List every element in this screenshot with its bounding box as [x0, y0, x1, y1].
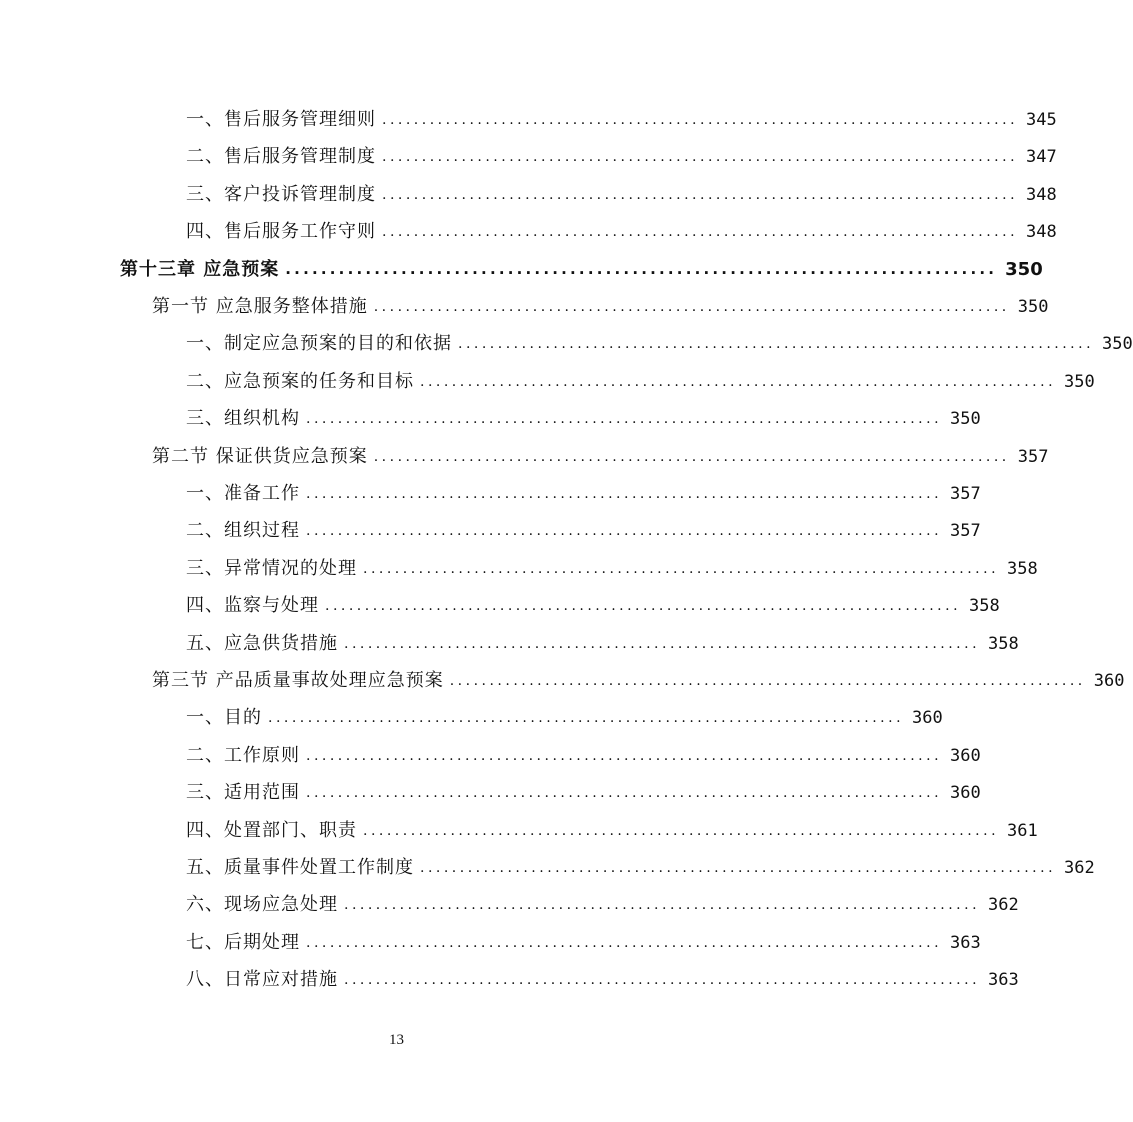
- toc-entry-title: 一、制定应急预案的目的和依据: [186, 333, 452, 355]
- toc-dot-leader: ................................................................................: [344, 972, 981, 989]
- toc-entry-title: 二、应急预案的任务和目标: [186, 370, 414, 392]
- toc-dot-leader: ................................................................................: [306, 523, 943, 540]
- toc-dot-leader: ................................................................................: [382, 112, 1019, 128]
- toc-entry[interactable]: [186, 406, 981, 432]
- toc-entry-page: 350: [1064, 371, 1095, 392]
- toc-entry-page: 363: [988, 970, 1019, 991]
- page-number: 13: [389, 1032, 404, 1048]
- toc-entry-page: 347: [1026, 147, 1057, 168]
- toc-entry-page: 360: [1093, 671, 1125, 691]
- toc-entry-page: 350: [1017, 297, 1049, 317]
- toc-entry[interactable]: [186, 481, 981, 507]
- toc-entry-page: 350: [1102, 334, 1133, 355]
- toc-entry[interactable]: [186, 855, 1095, 881]
- toc-entry[interactable]: [186, 743, 981, 769]
- toc-dot-leader: ................................................................................: [363, 560, 1000, 577]
- toc-entry-page: 358: [1007, 558, 1038, 579]
- toc-entry[interactable]: [186, 182, 1057, 208]
- toc-entry-page: 360: [950, 745, 981, 766]
- toc-entry-title: 第一节 应急服务整体措施: [152, 296, 368, 317]
- toc-entry-page: 361: [1007, 820, 1038, 841]
- toc-dot-leader: ................................................................................: [344, 897, 981, 914]
- toc-entry[interactable]: [186, 593, 1000, 619]
- toc-entry-page: 363: [950, 932, 981, 953]
- toc-entry[interactable]: [186, 144, 1057, 170]
- toc-entry-page: 358: [969, 596, 1000, 617]
- toc-entry-title: 八、日常应对措施: [186, 969, 338, 991]
- toc-dot-leader: ................................................................................: [306, 411, 943, 428]
- toc-dot-leader: ................................................................................: [344, 635, 981, 652]
- toc-entry[interactable]: [186, 556, 1038, 582]
- toc-entry-title: 第十三章 应急预案: [120, 258, 280, 280]
- toc-entry[interactable]: [186, 818, 1038, 844]
- toc-entry-page: 362: [1064, 858, 1095, 878]
- toc-entry-page: 360: [950, 783, 981, 804]
- toc-section-entry[interactable]: [152, 668, 1125, 694]
- toc-entry-page: 360: [912, 708, 943, 729]
- toc-entry[interactable]: [186, 631, 1019, 657]
- toc-entry-page: 362: [988, 895, 1019, 916]
- toc-dot-leader: ................................................................................: [325, 598, 962, 615]
- toc-entry-page: 358: [988, 633, 1019, 654]
- toc-entry[interactable]: [186, 369, 1095, 395]
- toc-chapter-entry[interactable]: [120, 257, 1043, 283]
- toc-dot-leader: ................................................................................: [306, 486, 943, 502]
- toc-entry[interactable]: [186, 107, 1057, 133]
- toc-dot-leader: ................................................................................: [420, 860, 1057, 876]
- toc-entry-page: 345: [1026, 110, 1057, 130]
- toc-entry-page: 350: [950, 409, 981, 430]
- toc-entry[interactable]: [186, 967, 1019, 993]
- toc-entry-title: 一、售后服务管理细则: [186, 109, 376, 130]
- toc-dot-leader: ................................................................................: [285, 259, 998, 278]
- toc-entry-title: 一、准备工作: [186, 483, 300, 504]
- toc-entry-page: 348: [1026, 184, 1057, 205]
- toc-dot-leader: ................................................................................: [373, 299, 1010, 315]
- toc-entry-title: 三、异常情况的处理: [186, 557, 357, 579]
- toc-entry-title: 五、应急供货措施: [186, 632, 338, 654]
- toc-section-entry[interactable]: [152, 294, 1049, 320]
- toc-entry-page: 357: [1017, 446, 1049, 467]
- toc-entry-title: 七、后期处理: [186, 931, 300, 953]
- toc-entry-title: 第二节 保证供货应急预案: [152, 445, 368, 467]
- toc-entry-title: 四、处置部门、职责: [186, 819, 357, 841]
- toc-entry-page: 357: [950, 521, 981, 542]
- toc-entry-title: 三、适用范围: [186, 782, 300, 804]
- toc-entry-title: 一、目的: [186, 707, 262, 729]
- toc-dot-leader: ................................................................................: [306, 785, 943, 802]
- toc-dot-leader: ................................................................................: [363, 822, 1000, 839]
- toc-entry-title: 二、售后服务管理制度: [186, 146, 376, 168]
- toc-entry-title: 五、质量事件处置工作制度: [186, 857, 414, 878]
- toc-entry-page: 350: [1005, 258, 1043, 280]
- toc-dot-leader: ................................................................................: [382, 186, 1019, 203]
- toc-entry-title: 二、组织过程: [186, 520, 300, 542]
- toc-entry-title: 三、客户投诉管理制度: [186, 183, 376, 205]
- toc-entry-page: 348: [1026, 222, 1057, 243]
- toc-dot-leader: ................................................................................: [382, 149, 1019, 166]
- toc-dot-leader: ................................................................................: [268, 710, 905, 727]
- toc-dot-leader: ................................................................................: [458, 336, 1095, 353]
- toc-dot-leader: ................................................................................: [306, 934, 943, 951]
- toc-entry[interactable]: [186, 892, 1019, 918]
- toc-entry-title: 四、监察与处理: [186, 595, 319, 617]
- toc-section-entry[interactable]: [152, 444, 1049, 470]
- toc-entry-title: 六、现场应急处理: [186, 894, 338, 916]
- toc-dot-leader: ................................................................................: [373, 448, 1010, 465]
- toc-entry[interactable]: [186, 518, 981, 544]
- toc-entry-title: 二、工作原则: [186, 744, 300, 766]
- toc-dot-leader: ................................................................................: [306, 747, 943, 764]
- toc-entry[interactable]: [186, 780, 981, 806]
- toc-entry[interactable]: [186, 705, 943, 731]
- toc-entry[interactable]: [186, 219, 1057, 245]
- toc-dot-leader: ................................................................................: [449, 673, 1086, 689]
- toc-entry-title: 第三节 产品质量事故处理应急预案: [152, 670, 444, 691]
- toc-entry[interactable]: [186, 930, 981, 956]
- toc-dot-leader: ................................................................................: [382, 224, 1019, 241]
- toc-entry[interactable]: [186, 331, 1133, 357]
- toc-dot-leader: ................................................................................: [420, 373, 1057, 390]
- toc-entry-title: 三、组织机构: [186, 408, 300, 430]
- toc-entry-title: 四、售后服务工作守则: [186, 221, 376, 243]
- toc-entry-page: 357: [950, 484, 981, 504]
